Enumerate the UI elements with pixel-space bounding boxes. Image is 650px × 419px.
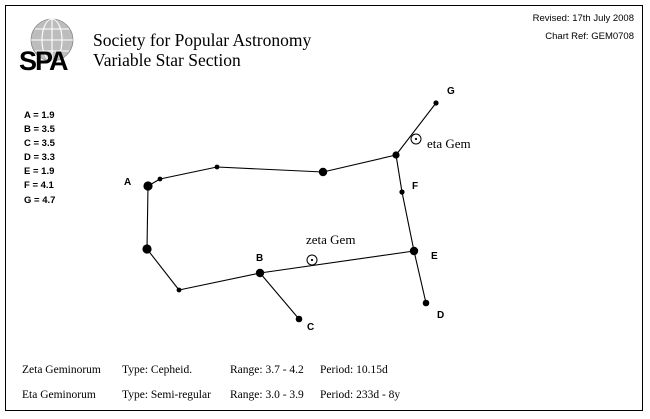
line-5-a [147, 186, 148, 249]
star-unlabelled-3 [319, 168, 327, 176]
star-f [399, 189, 404, 194]
label-f: F [412, 181, 419, 192]
star-c [296, 316, 303, 323]
revised-date: Revised: 17th July 2008 [532, 13, 634, 24]
star-b [256, 269, 264, 277]
label-a: A [124, 177, 132, 188]
label-g: G [447, 86, 455, 97]
star-unlabelled-2 [215, 165, 220, 170]
star-unlabelled-1 [158, 177, 163, 182]
star-g [433, 100, 438, 105]
legend-row-c: C = 3.5 [24, 138, 55, 150]
footer-type: Type: Cepheid. [122, 364, 193, 376]
star-d [423, 300, 430, 307]
line-eta-f [396, 155, 402, 192]
label-b: B [256, 253, 264, 264]
line-e-d [414, 251, 426, 303]
footer-period: Period: 233d - 8y [320, 389, 401, 401]
label-c: C [307, 322, 315, 333]
legend-row-a: A = 1.9 [24, 110, 55, 121]
star-unlabelled-6 [142, 244, 151, 253]
footer-star-name: Zeta Geminorum [22, 364, 101, 376]
line-3-eta [323, 155, 396, 172]
footer-star-name: Eta Geminorum [22, 389, 96, 401]
star-unlabelled-5 [177, 288, 182, 293]
constellation-lines [147, 103, 436, 319]
label-d: D [437, 310, 445, 321]
footer-period: Period: 10.15d [320, 364, 388, 376]
line-e-b [260, 251, 414, 273]
footer-type: Type: Semi-regular [122, 389, 211, 401]
org-name: Society for Popular Astronomy [93, 30, 312, 50]
variable-star-zeta-gem [307, 255, 317, 265]
star-unlabelled-4 [392, 151, 399, 158]
star-a [143, 181, 152, 190]
line-4-5 [147, 249, 179, 290]
stars [142, 100, 438, 322]
line-b-4 [179, 273, 260, 290]
legend-row-g: G = 4.7 [24, 194, 56, 206]
variable-star-eta-gem [411, 134, 421, 144]
line-1-2 [160, 167, 217, 179]
label-zeta-gem: zeta Gem [306, 232, 356, 247]
footer-range: Range: 3.7 - 4.2 [230, 364, 304, 376]
label-eta-gem: eta Gem [427, 136, 471, 151]
spa-logo-text: SPA [19, 46, 67, 72]
legend-row-d: D = 3.3 [24, 152, 55, 164]
line-b-c [260, 273, 299, 319]
star-e [410, 247, 418, 255]
chart-ref: Chart Ref: GEM0708 [545, 31, 634, 42]
line-f-e [402, 192, 414, 251]
legend-row-e: E = 1.9 [24, 166, 55, 178]
line-2-3 [217, 167, 323, 172]
section-name: Variable Star Section [93, 50, 241, 70]
legend-row-b: B = 3.5 [24, 124, 55, 136]
legend-row-f: F = 4.1 [24, 180, 54, 192]
label-e: E [431, 251, 438, 262]
footer-range: Range: 3.0 - 3.9 [230, 389, 304, 401]
